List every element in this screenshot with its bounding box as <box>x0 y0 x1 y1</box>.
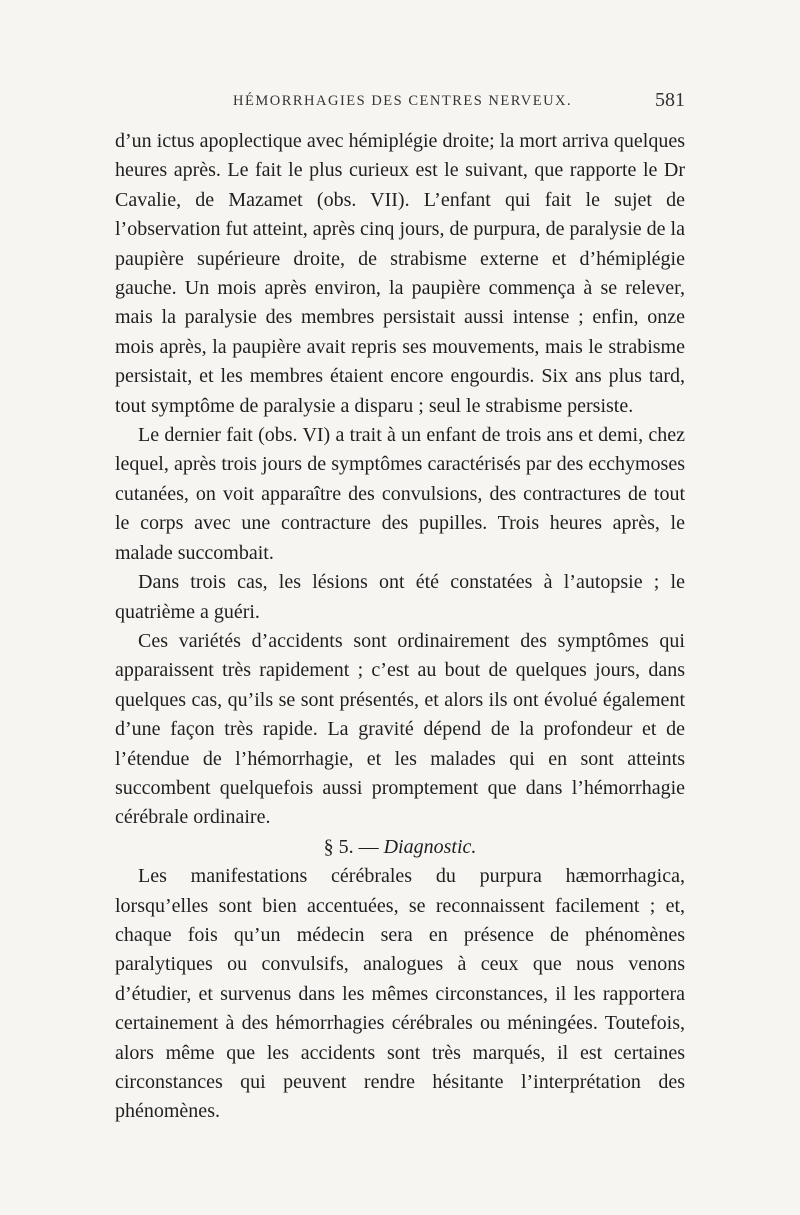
paragraph-autopsy: Dans trois cas, les lésions ont été constatées à l’autopsie ; le quatrième a guéri. <box>115 571 685 623</box>
section-title: Diagnostic. <box>383 835 477 858</box>
section-heading <box>115 833 685 862</box>
paragraph-continuation: d’un ictus apoplectique avec hémiplégie droite; la mort arriva quelques heures après. Le fait le plus curieux est le suivant, que rapporte le Dr Cavalie, de Mazamet (obs. VII). L’enfant qui fait le sujet de l’observation fut atteint, après cinq jours, de purpura, de paralysie de la paupière supérieure droite, de strabisme externe et d’hémiplégie gauche. Un mois après environ, la paupière commença à se relever, mais la paralysie des membres persistait aussi intense ; enfin, onze mois après, la paupière avait repris ses mouvements, mais le strabisme persistait, et les membres étaient encore engourdis. Six ans plus tard, tout symptôme de paralysie a disparu ; seul le strabisme persiste. <box>115 130 685 417</box>
page-number: 581 <box>655 89 685 111</box>
page-body <box>115 127 685 1127</box>
paragraph-obs-vi: Le dernier fait (obs. VI) a trait à un enfant de trois ans et demi, chez lequel, après trois jours de symptômes caractérisés par des ecchymoses cutanées, on voit apparaître des convulsions, des contractures de tout le corps avec une contracture des pupilles. Trois heures après, le malade succombait. <box>115 424 685 564</box>
paragraph-diagnostic: Les manifestations cérébrales du purpura hæmorrhagica, lorsqu’elles sont bien accentuées, se reconnaissent facilement ; et, chaque fois qu’un médecin sera en présence de phénomènes paralytiques ou convulsifs, analogues à ceux que nous venons d’étudier, et survenus dans les mêmes circonstances, il les rapportera certainement à des hémorrhagies cérébrales ou méningées. Toutefois, alors même que les accidents sont très marqués, il est certaines circonstances qui peuvent rendre hésitante l’interprétation des phénomènes. <box>115 865 685 1123</box>
running-title: HÉMORRHAGIES DES CENTRES NERVEUX. <box>233 93 573 109</box>
section-number: § 5. — <box>323 835 379 858</box>
page-header <box>115 89 685 117</box>
paragraph-varieties: Ces variétés d’accidents sont ordinairement des symptômes qui apparaissent très rapidement ; c’est au bout de quelques jours, dans quelques cas, qu’ils se sont présentés, et alors ils ont évolué également d’une façon très rapide. La gravité dépend de la profondeur et de l’étendue de l’hémorrhagie, et les malades qui en sont atteints succombent quelquefois aussi promptement que dans l’hémorrhagie cérébrale ordinaire. <box>115 629 685 829</box>
